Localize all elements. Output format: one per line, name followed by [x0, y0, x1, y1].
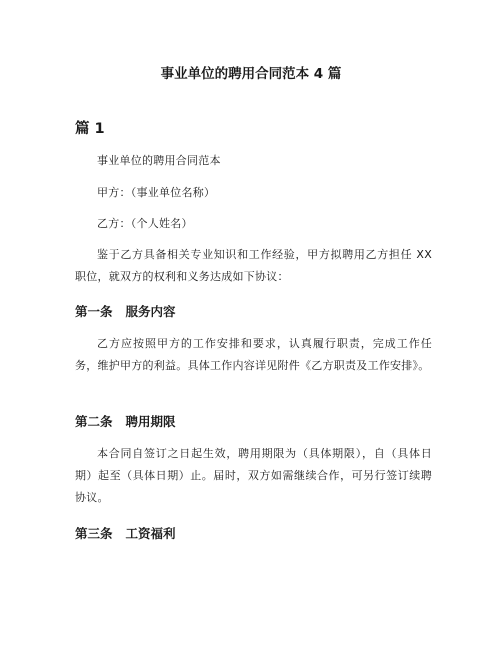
paragraph-term-content: 本合同自签订之日起生效，聘用期限为（具体期限），自（具体日期）起至（具体日期）止。届时，双方如需继续合作，可另行签订续聘协议。: [75, 447, 432, 504]
part-heading: 篇 1: [75, 121, 105, 137]
paragraph-party-b: 乙方：（个人姓名）: [97, 217, 193, 230]
section-heading-salary: 第三条 工资福利: [75, 526, 176, 541]
paragraph-preamble: 鉴于乙方具备相关专业知识和工作经验，甲方拟聘用乙方担任 XX 职位，就双方的权利和义务达成如下协议：: [75, 248, 432, 283]
section-heading-term: 第二条 聘用期限: [75, 414, 176, 429]
section-heading-service: 第一条 服务内容: [75, 304, 176, 319]
paragraph-service-content: 乙方应按照甲方的工作安排和要求，认真履行职责，完成工作任务，维护甲方的利益。具体工作内容详见附件《乙方职责及工作安排》。: [75, 337, 432, 372]
paragraph-party-a: 甲方：（事业单位名称）: [97, 186, 216, 199]
paragraph-contract-name: 事业单位的聘用合同范本: [97, 154, 221, 167]
document-title: 事业单位的聘用合同范本 4 篇: [160, 66, 342, 82]
